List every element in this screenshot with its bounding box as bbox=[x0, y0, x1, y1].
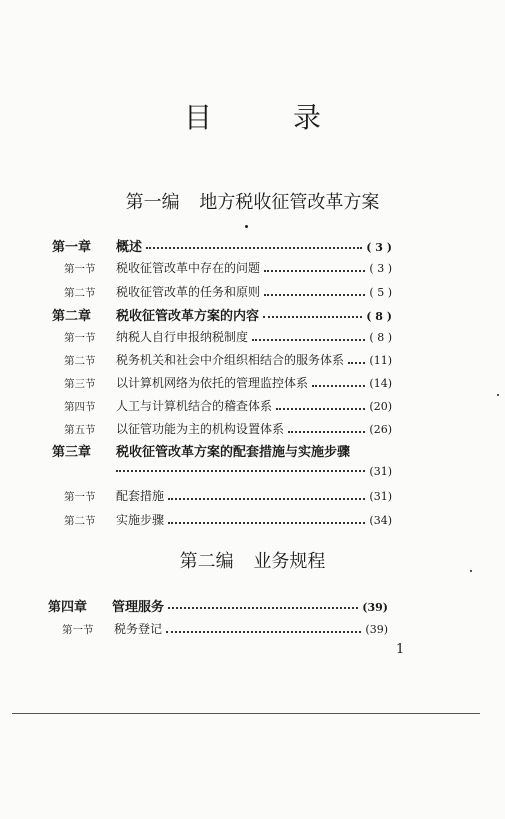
entry-number: 第二节 bbox=[64, 287, 96, 299]
toc-entry bbox=[64, 283, 392, 301]
entry-page: (14) bbox=[369, 377, 392, 390]
leader-dots bbox=[166, 631, 361, 633]
entry-number: 第一节 bbox=[64, 491, 96, 503]
leader-dots bbox=[146, 247, 362, 249]
part-number: 第一编 bbox=[125, 192, 180, 213]
part-heading-1 bbox=[0, 188, 505, 214]
entry-number: 第一章 bbox=[52, 240, 92, 255]
part-heading-2 bbox=[0, 547, 505, 573]
page-title: 目 录 bbox=[184, 101, 357, 134]
toc-entry bbox=[64, 259, 392, 277]
entry-page: ( 8 ) bbox=[366, 310, 392, 323]
entry-page: ( 3 ) bbox=[366, 241, 392, 254]
toc-entry bbox=[52, 236, 392, 254]
leader-dots bbox=[168, 498, 365, 500]
toc-entry bbox=[52, 305, 392, 323]
toc-entry bbox=[64, 397, 392, 415]
entry-page: (31) bbox=[369, 464, 392, 478]
entry-page: (20) bbox=[369, 400, 392, 413]
toc-entry-continuation bbox=[116, 462, 392, 480]
leader-dots bbox=[264, 294, 365, 296]
toc-entry bbox=[62, 620, 388, 638]
ink-speck bbox=[245, 225, 248, 228]
entry-label: 配套措施 bbox=[116, 489, 165, 503]
entry-page: ( 8 ) bbox=[369, 331, 392, 344]
leader-dots bbox=[168, 522, 365, 524]
entry-page: (31) bbox=[369, 490, 392, 503]
page-number: 1 bbox=[396, 642, 405, 657]
toc-entry bbox=[64, 374, 392, 392]
entry-number: 第二章 bbox=[52, 309, 92, 324]
part-name: 业务规程 bbox=[253, 551, 326, 572]
leader-dots bbox=[312, 385, 365, 387]
leader-dots bbox=[116, 470, 365, 472]
entry-label: 税务机关和社会中介组织相结合的服务体系 bbox=[116, 353, 345, 367]
leader-dots bbox=[288, 431, 365, 433]
entry-label: 税收征管改革方案的配套措施与实施步骤 bbox=[116, 445, 351, 460]
entry-label: 税收征管改革中存在的问题 bbox=[116, 261, 261, 275]
toc-entry bbox=[48, 596, 388, 614]
entry-label: 人工与计算机结合的稽查体系 bbox=[116, 399, 273, 413]
entry-label: 税收征管改革的任务和原则 bbox=[116, 285, 261, 299]
entry-number: 第一节 bbox=[62, 624, 94, 636]
entry-label: 实施步骤 bbox=[116, 513, 165, 527]
entry-number: 第一节 bbox=[64, 263, 96, 275]
toc-entry bbox=[64, 328, 392, 346]
entry-label: 以计算机网络为依托的管理监控体系 bbox=[116, 376, 309, 390]
entry-label: 纳税人自行申报纳税制度 bbox=[116, 330, 249, 344]
leader-dots bbox=[348, 362, 365, 364]
entry-label: 管理服务 bbox=[112, 600, 165, 615]
entry-page: (39) bbox=[362, 601, 388, 614]
entry-page: (11) bbox=[369, 354, 392, 367]
bottom-rule bbox=[12, 713, 480, 714]
entry-page: (39) bbox=[365, 623, 388, 636]
entry-label: 概述 bbox=[116, 240, 143, 255]
toc-entry bbox=[64, 351, 392, 369]
toc-entry bbox=[64, 487, 392, 505]
entry-page: ( 5 ) bbox=[369, 286, 392, 299]
toc-entry bbox=[64, 511, 392, 529]
entry-page: (34) bbox=[369, 514, 392, 527]
entry-number: 第四节 bbox=[64, 401, 96, 413]
ink-speck bbox=[497, 394, 499, 396]
leader-dots bbox=[276, 408, 365, 410]
entry-page: (26) bbox=[369, 423, 392, 436]
entry-label: 税收征管改革方案的内容 bbox=[116, 309, 260, 324]
entry-number: 第四章 bbox=[48, 600, 88, 615]
entry-number: 第三章 bbox=[52, 445, 92, 460]
entry-number: 第五节 bbox=[64, 424, 96, 436]
toc-entry bbox=[52, 441, 392, 459]
leader-dots bbox=[252, 339, 365, 341]
entry-number: 第一节 bbox=[64, 332, 96, 344]
leader-dots bbox=[168, 607, 358, 609]
leader-dots bbox=[263, 316, 362, 318]
entry-label: 以征管功能为主的机构设置体系 bbox=[116, 422, 285, 436]
entry-page: ( 3 ) bbox=[369, 262, 392, 275]
entry-number: 第三节 bbox=[64, 378, 96, 390]
entry-number: 第二节 bbox=[64, 515, 96, 527]
part-name: 地方税收征管改革方案 bbox=[199, 192, 380, 213]
toc-entry bbox=[64, 420, 392, 438]
entry-number: 第二节 bbox=[64, 355, 96, 367]
ink-speck bbox=[470, 570, 472, 572]
part-number: 第二编 bbox=[179, 551, 234, 572]
leader-dots bbox=[264, 270, 365, 272]
entry-label: 税务登记 bbox=[114, 622, 163, 636]
